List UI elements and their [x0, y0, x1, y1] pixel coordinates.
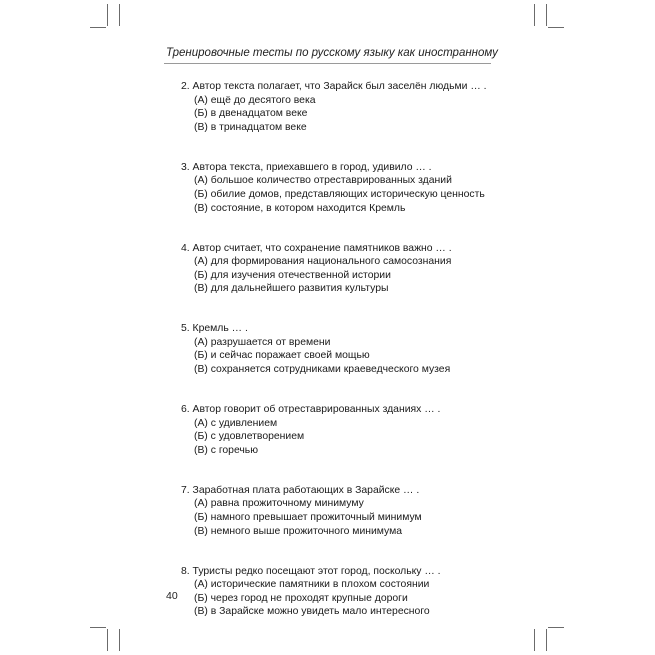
crop-mark-bottom-right-outer	[546, 629, 547, 651]
question-text: 5. Кремль … .	[181, 323, 248, 335]
question-4	[181, 242, 501, 296]
option-c: (В) сохраняется сотрудниками краеведческого музея	[194, 364, 451, 376]
crop-mark-bottom-right-horizontal	[548, 627, 564, 628]
question-text: 2. Автор текста полагает, что Зарайск был заселён людьми … .	[181, 81, 487, 92]
option-c: (В) в Зарайске можно увидеть мало интересного	[194, 606, 430, 618]
question-7	[181, 484, 501, 538]
crop-mark-bottom-left-inner	[107, 629, 108, 651]
crop-mark-top-left-outer	[119, 4, 120, 26]
option-b: (Б) обилие домов, представляющих историческую ценность	[194, 188, 485, 200]
option-b: (Б) для изучения отечественной истории	[194, 269, 391, 281]
question-text: 6. Автор говорит об отреставрированных зданиях … .	[181, 404, 441, 416]
option-a: (А) исторические памятники в плохом состоянии	[194, 579, 430, 591]
option-c: (В) в тринадцатом веке	[194, 121, 307, 133]
question-3	[181, 161, 501, 215]
crop-mark-bottom-left-horizontal	[90, 627, 106, 628]
option-a: (А) ещё до десятого века	[194, 94, 316, 106]
crop-mark-top-left-inner	[107, 4, 108, 26]
question-text: 3. Автора текста, приехавшего в город, удивило … .	[181, 161, 432, 173]
question-5	[181, 322, 501, 376]
question-6	[181, 403, 501, 457]
crop-mark-bottom-right-inner	[534, 629, 535, 651]
option-b: (Б) в двенадцатом веке	[194, 108, 308, 120]
question-text: 4. Автор считает, что сохранение памятников важно … .	[181, 242, 452, 254]
option-a: (А) равна прожиточному минимуму	[194, 498, 364, 510]
option-c: (В) немного выше прожиточного минимума	[194, 525, 403, 537]
option-a: (А) большое количество отреставрированных зданий	[194, 175, 452, 187]
header-rule	[164, 63, 491, 64]
option-a: (А) для формирования национального самосознания	[194, 256, 452, 268]
option-b: (Б) намного превышает прожиточный минимум	[194, 512, 422, 524]
crop-mark-top-right-horizontal	[548, 27, 564, 28]
crop-mark-top-right-outer	[546, 4, 547, 26]
crop-mark-bottom-left-outer	[119, 629, 120, 651]
option-b: (Б) через город не проходят крупные дороги	[194, 592, 408, 604]
question-text: 7. Заработная плата работающих в Зарайске … .	[181, 484, 420, 496]
running-header-title: Тренировочные тесты по русскому языку как иностранному	[166, 47, 498, 59]
question-text: 8. Туристы редко посещают этот город, поскольку … .	[181, 565, 441, 577]
questions-list	[181, 80, 501, 645]
option-c: (В) с горечью	[194, 444, 258, 456]
question-2	[181, 80, 501, 134]
crop-mark-top-left-horizontal	[90, 27, 106, 28]
option-c: (В) состояние, в котором находится Кремль	[194, 202, 406, 214]
option-b: (Б) с удовлетворением	[194, 431, 305, 443]
option-a: (А) с удивлением	[194, 417, 278, 429]
option-a: (А) разрушается от времени	[194, 336, 331, 348]
crop-mark-top-right-inner	[534, 4, 535, 26]
question-8	[181, 565, 501, 619]
option-c: (В) для дальнейшего развития культуры	[194, 283, 389, 295]
option-b: (Б) и сейчас поражает своей мощью	[194, 350, 370, 362]
page-number: 40	[166, 590, 178, 602]
